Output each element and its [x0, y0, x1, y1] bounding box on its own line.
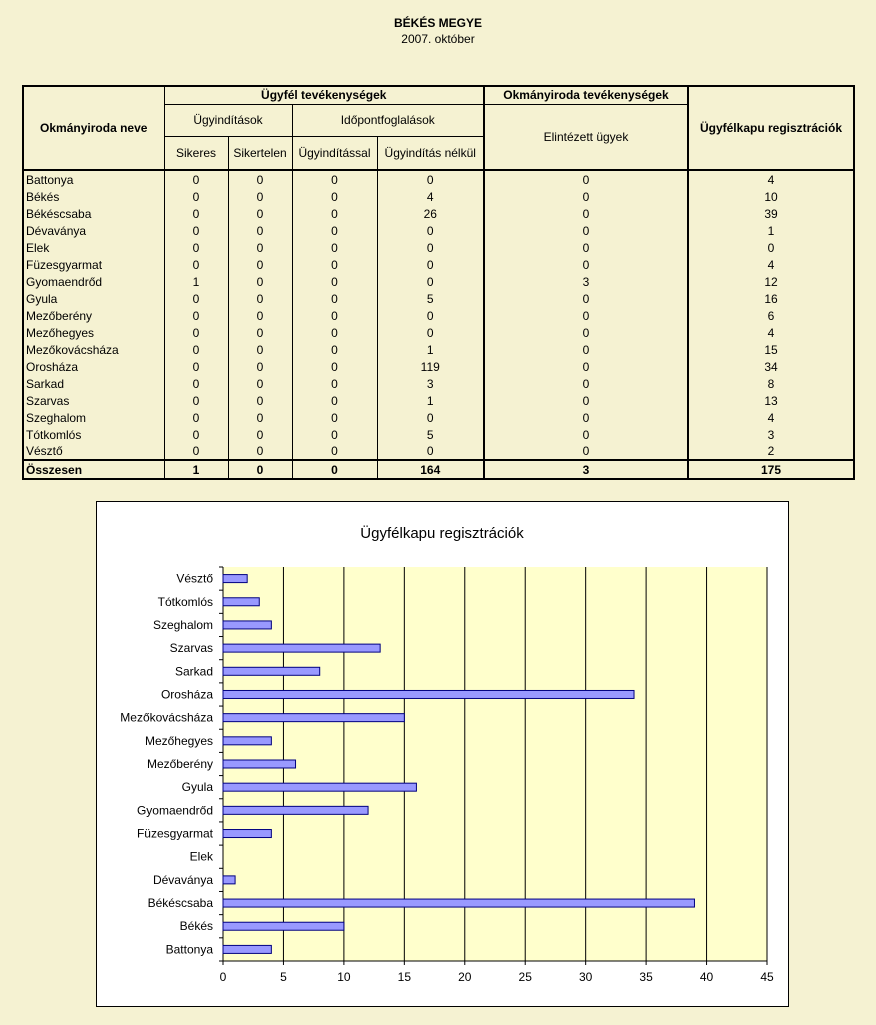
value-cell: 0	[164, 358, 228, 375]
value-cell: 0	[228, 256, 292, 273]
category-label: Békés	[179, 919, 213, 934]
value-cell: 0	[228, 205, 292, 222]
value-cell: 4	[377, 188, 484, 205]
table-row	[23, 188, 854, 205]
x-tick-label: 40	[699, 970, 714, 984]
value-cell: 1	[164, 273, 228, 290]
value-cell: 15	[688, 341, 854, 358]
category-label: Tótkomlós	[157, 594, 213, 609]
value-cell: 3	[688, 426, 854, 443]
table-row	[23, 307, 854, 324]
value-cell: 0	[292, 170, 377, 188]
office-name-cell: Orosháza	[23, 358, 164, 375]
value-cell: 0	[377, 307, 484, 324]
subgroup-appointments: Időpontfoglalások	[292, 104, 484, 136]
table-row	[23, 375, 854, 392]
bar-5	[223, 830, 271, 838]
bar-9	[223, 737, 271, 745]
col-office-name: Okmányiroda neve	[23, 86, 164, 170]
category-label: Battonya	[165, 942, 213, 957]
value-cell: 0	[292, 307, 377, 324]
value-cell: 0	[292, 290, 377, 307]
bar-1	[223, 922, 344, 930]
office-name-cell: Vésztő	[23, 443, 164, 460]
x-tick-label: 10	[337, 970, 351, 984]
value-cell: 0	[292, 188, 377, 205]
value-cell: 0	[228, 443, 292, 460]
page-header	[0, 15, 876, 47]
value-cell: 0	[292, 426, 377, 443]
value-cell: 0	[484, 205, 688, 222]
value-cell: 0	[164, 222, 228, 239]
bar-8	[223, 760, 296, 768]
total-value-cell: 1	[164, 460, 228, 479]
value-cell: 0	[164, 205, 228, 222]
category-label: Békéscsaba	[147, 896, 213, 911]
category-label: Vésztő	[176, 571, 213, 586]
x-tick-label: 15	[397, 970, 412, 984]
value-cell: 0	[164, 324, 228, 341]
value-cell: 0	[228, 273, 292, 290]
value-cell: 119	[377, 358, 484, 375]
bar-6	[223, 806, 368, 814]
value-cell: 4	[688, 256, 854, 273]
value-cell: 0	[228, 341, 292, 358]
table-row	[23, 409, 854, 426]
value-cell: 0	[688, 239, 854, 256]
table-row	[23, 324, 854, 341]
col-settled-cases: Elintézett ügyek	[484, 104, 688, 170]
value-cell: 0	[484, 256, 688, 273]
value-cell: 0	[484, 239, 688, 256]
total-value-cell: 164	[377, 460, 484, 479]
bar-16	[223, 575, 247, 583]
value-cell: 0	[164, 392, 228, 409]
value-cell: 0	[484, 409, 688, 426]
value-cell: 0	[164, 256, 228, 273]
value-cell: 0	[228, 239, 292, 256]
table-row	[23, 426, 854, 443]
bar-10	[223, 714, 404, 722]
office-name-cell: Békés	[23, 188, 164, 205]
table-row	[23, 170, 854, 188]
value-cell: 5	[377, 290, 484, 307]
x-tick-label: 0	[219, 970, 227, 984]
office-name-cell: Mezőkovácsháza	[23, 341, 164, 358]
category-label: Gyula	[181, 780, 213, 795]
value-cell: 0	[164, 426, 228, 443]
value-cell: 0	[228, 222, 292, 239]
value-cell: 4	[688, 324, 854, 341]
value-cell: 0	[228, 170, 292, 188]
value-cell: 26	[377, 205, 484, 222]
table-row	[23, 205, 854, 222]
value-cell: 3	[377, 375, 484, 392]
value-cell: 0	[484, 307, 688, 324]
bar-12	[223, 667, 320, 675]
office-name-cell: Szarvas	[23, 392, 164, 409]
value-cell: 0	[228, 188, 292, 205]
value-cell: 0	[228, 290, 292, 307]
value-cell: 4	[688, 409, 854, 426]
table-row	[23, 239, 854, 256]
value-cell: 6	[688, 307, 854, 324]
value-cell: 0	[164, 188, 228, 205]
value-cell: 0	[228, 426, 292, 443]
chart-container	[96, 501, 789, 1007]
table-row	[23, 273, 854, 290]
col-unsuccessful: Sikertelen	[228, 136, 292, 170]
value-cell: 0	[377, 239, 484, 256]
category-label: Sarkad	[174, 664, 213, 679]
value-cell: 0	[292, 273, 377, 290]
table-row	[23, 341, 854, 358]
value-cell: 0	[484, 426, 688, 443]
bar-0	[223, 945, 271, 953]
table-row	[23, 443, 854, 460]
office-name-cell: Békéscsaba	[23, 205, 164, 222]
value-cell: 0	[164, 375, 228, 392]
value-cell: 0	[484, 222, 688, 239]
value-cell: 0	[484, 188, 688, 205]
value-cell: 0	[292, 239, 377, 256]
value-cell: 0	[292, 341, 377, 358]
office-name-cell: Gyula	[23, 290, 164, 307]
total-value-cell: 175	[688, 460, 854, 479]
report-period: 2007. október	[401, 32, 475, 46]
value-cell: 0	[377, 170, 484, 188]
bar-7	[223, 783, 416, 791]
x-tick-label: 20	[458, 970, 472, 984]
category-label: Szarvas	[169, 641, 213, 656]
value-cell: 0	[484, 341, 688, 358]
value-cell: 0	[164, 409, 228, 426]
table-row	[23, 358, 854, 375]
table-row	[23, 392, 854, 409]
value-cell: 13	[688, 392, 854, 409]
category-label: Mezőberény	[146, 757, 213, 771]
value-cell: 0	[292, 358, 377, 375]
x-tick-label: 5	[280, 970, 287, 984]
category-label: Elek	[189, 849, 213, 864]
value-cell: 10	[688, 188, 854, 205]
x-tick-label: 45	[760, 970, 774, 984]
value-cell: 3	[484, 273, 688, 290]
value-cell: 0	[484, 358, 688, 375]
report-title: BÉKÉS MEGYE	[393, 16, 483, 30]
x-tick-label: 35	[639, 970, 653, 984]
total-value-cell: 3	[484, 460, 688, 479]
office-name-cell: Dévaványa	[23, 222, 164, 239]
table-body	[23, 170, 854, 479]
statistics-table	[22, 85, 855, 480]
total-label-cell: Összesen	[23, 460, 164, 479]
value-cell: 0	[377, 222, 484, 239]
col-without-initiation: Ügyindítás nélkül	[377, 136, 484, 170]
value-cell: 0	[377, 324, 484, 341]
value-cell: 1	[377, 392, 484, 409]
chart-title: Ügyfélkapu regisztrációk	[360, 525, 524, 542]
bar-13	[223, 644, 380, 652]
value-cell: 0	[228, 375, 292, 392]
subgroup-initiations: Ügyindítások	[164, 104, 292, 136]
value-cell: 0	[228, 324, 292, 341]
office-name-cell: Szeghalom	[23, 409, 164, 426]
value-cell: 0	[377, 273, 484, 290]
office-name-cell: Füzesgyarmat	[23, 256, 164, 273]
value-cell: 1	[377, 341, 484, 358]
value-cell: 0	[228, 358, 292, 375]
category-label: Szeghalom	[152, 617, 213, 632]
value-cell: 0	[292, 392, 377, 409]
value-cell: 1	[688, 222, 854, 239]
category-label: Dévaványa	[152, 872, 213, 887]
office-name-cell: Battonya	[23, 170, 164, 188]
value-cell: 0	[292, 205, 377, 222]
category-label: Orosháza	[160, 687, 213, 702]
category-label: Gyomaendrőd	[136, 803, 213, 818]
bar-11	[223, 690, 634, 698]
value-cell: 0	[484, 443, 688, 460]
bar-chart	[97, 502, 788, 1006]
category-label: Mezőkovácsháza	[120, 710, 213, 725]
office-name-cell: Gyomaendrőd	[23, 273, 164, 290]
value-cell: 0	[292, 375, 377, 392]
x-tick-label: 25	[518, 970, 532, 984]
value-cell: 2	[688, 443, 854, 460]
value-cell: 0	[292, 409, 377, 426]
value-cell: 0	[292, 324, 377, 341]
category-label: Mezőhegyes	[144, 733, 213, 748]
value-cell: 0	[228, 307, 292, 324]
total-value-cell: 0	[228, 460, 292, 479]
value-cell: 0	[484, 324, 688, 341]
value-cell: 0	[377, 256, 484, 273]
office-name-cell: Mezőberény	[23, 307, 164, 324]
table-row	[23, 256, 854, 273]
value-cell: 0	[484, 170, 688, 188]
value-cell: 0	[164, 239, 228, 256]
value-cell: 0	[228, 409, 292, 426]
category-label: Füzesgyarmat	[136, 826, 213, 841]
office-name-cell: Mezőhegyes	[23, 324, 164, 341]
office-name-cell: Elek	[23, 239, 164, 256]
office-name-cell: Tótkomlós	[23, 426, 164, 443]
total-value-cell: 0	[292, 460, 377, 479]
value-cell: 16	[688, 290, 854, 307]
group-office-activities: Okmányiroda tevékenységek	[484, 86, 688, 104]
office-name-cell: Sarkad	[23, 375, 164, 392]
x-tick-label: 30	[578, 970, 593, 984]
value-cell: 0	[377, 443, 484, 460]
col-successful: Sikeres	[164, 136, 228, 170]
value-cell: 5	[377, 426, 484, 443]
bar-3	[223, 876, 235, 884]
value-cell: 34	[688, 358, 854, 375]
value-cell: 0	[228, 392, 292, 409]
value-cell: 0	[484, 290, 688, 307]
value-cell: 0	[292, 256, 377, 273]
table-row	[23, 222, 854, 239]
table-row	[23, 290, 854, 307]
value-cell: 0	[164, 290, 228, 307]
value-cell: 0	[377, 409, 484, 426]
value-cell: 0	[484, 375, 688, 392]
bar-14	[223, 621, 271, 629]
value-cell: 39	[688, 205, 854, 222]
value-cell: 0	[292, 222, 377, 239]
table-total-row	[23, 460, 854, 479]
value-cell: 0	[484, 392, 688, 409]
value-cell: 8	[688, 375, 854, 392]
value-cell: 0	[164, 341, 228, 358]
value-cell: 0	[164, 170, 228, 188]
value-cell: 12	[688, 273, 854, 290]
value-cell: 0	[164, 307, 228, 324]
value-cell: 0	[292, 443, 377, 460]
col-portal-registrations: Ügyfélkapu regisztrációk	[688, 86, 854, 170]
value-cell: 0	[164, 443, 228, 460]
value-cell: 4	[688, 170, 854, 188]
col-with-initiation: Ügyindítással	[292, 136, 377, 170]
bar-2	[223, 899, 694, 907]
group-client-activities: Ügyfél tevékenységek	[164, 86, 484, 104]
bar-15	[223, 598, 259, 606]
